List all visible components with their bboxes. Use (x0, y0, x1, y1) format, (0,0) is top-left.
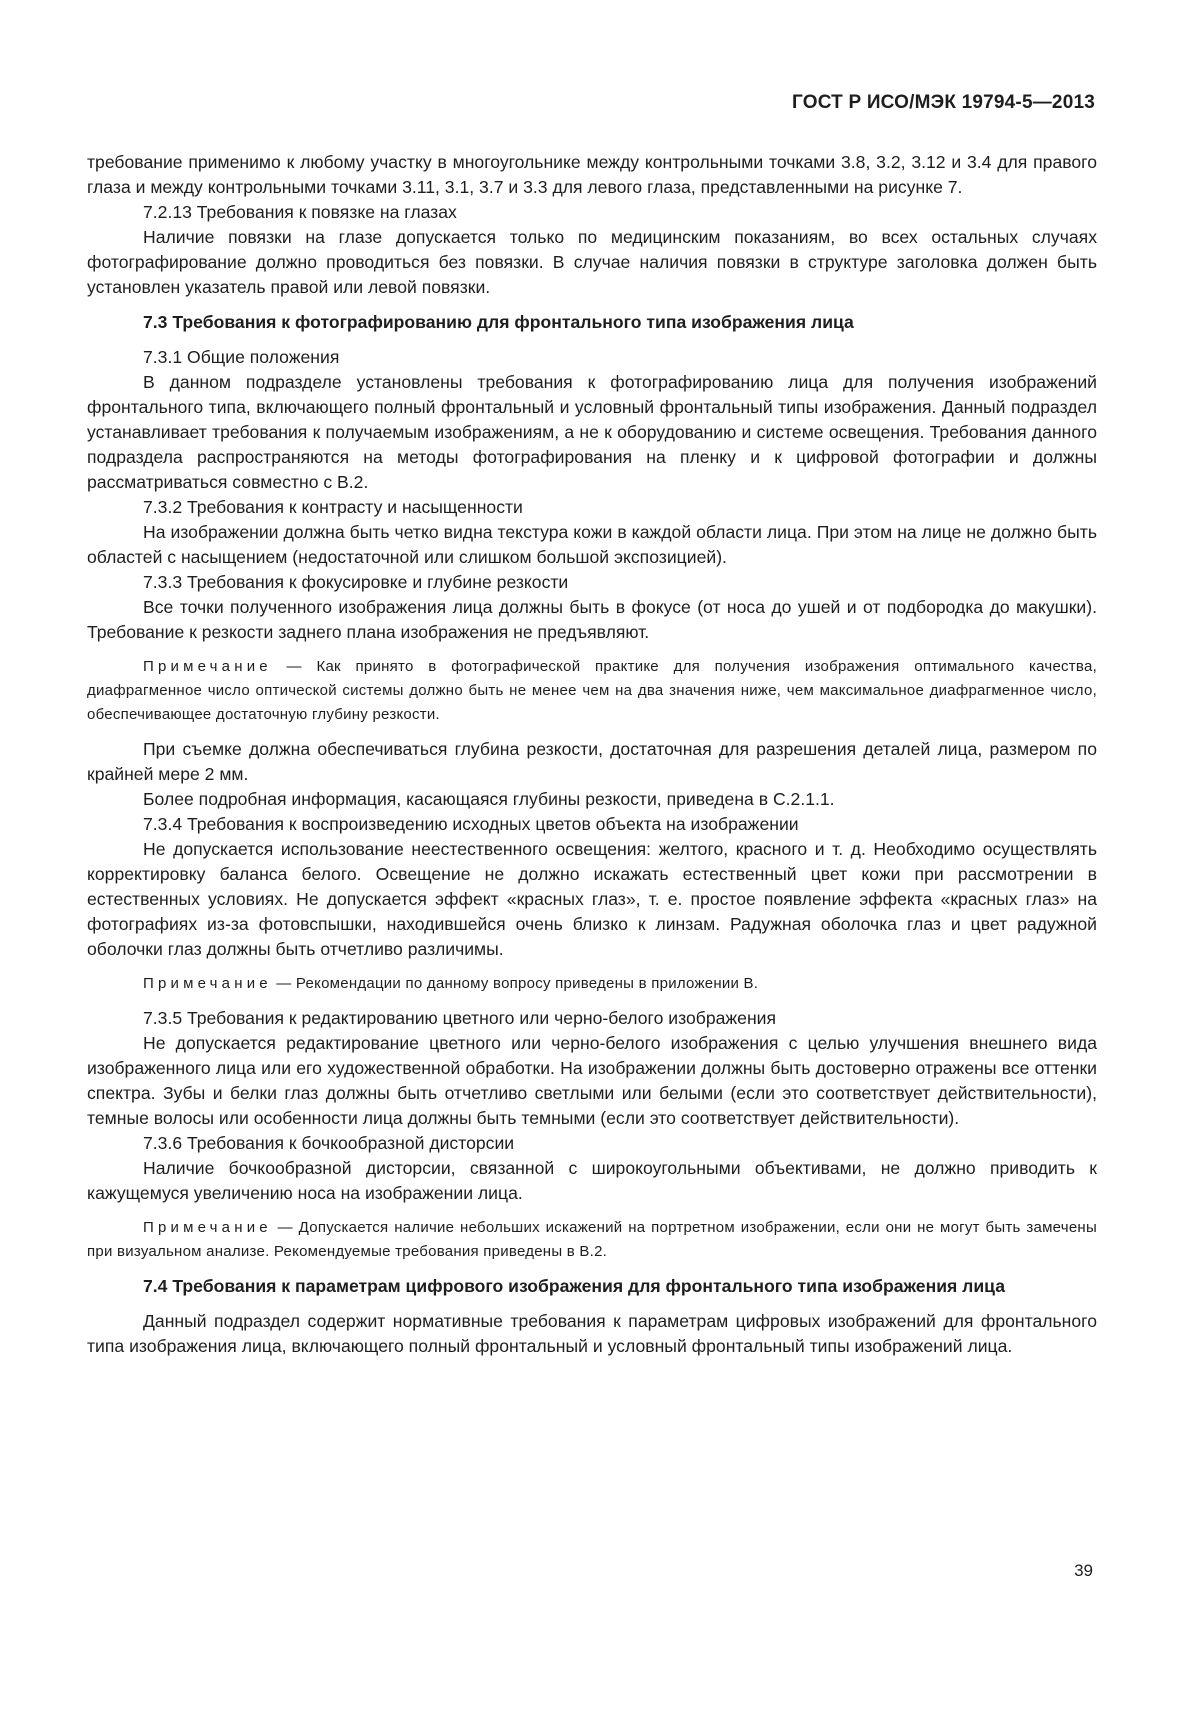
document-header: ГОСТ Р ИСО/МЭК 19794-5—2013 (792, 92, 1095, 113)
paragraph: Более подробная информация, касающаяся глубины резкости, приведена в С.2.1.1. (143, 789, 835, 809)
subsection-title: 7.3.1 Общие положения (143, 347, 340, 367)
note-dash: — (271, 658, 317, 675)
note-text: Как принято в фотографической практике для получения изображения оптимального качества, диафрагменное число оптической системы должно быть не менее чем на два значения ниже, чем максимальное диафрагменное число, обеспечивающее достаточную глубину резкости. (87, 658, 1097, 723)
note-text: Допускается наличие небольших искажений на портретном изображении, если они не могут быть замечены при визуальном анализе. Рекомендуемые требования приведены в В.2. (87, 1219, 1097, 1260)
note (87, 655, 1097, 727)
paragraph: В данном подразделе установлены требования к фотографированию лица для получения изображений фронтального типа, включающего полный фронтальный и условный фронтальный типы изображения. Данный подраздел устанавливает требования к получаемым изображениям, а не к оборудованию и системе освещения. Требования данного подраздела распространяются на методы фотографирования на пленку и к цифровой фотографии и должны рассматриваться совместно с В.2. (87, 372, 1097, 492)
note-label: Примечание (143, 658, 272, 675)
note-dash: — (271, 1219, 299, 1236)
page-number: 39 (1074, 1561, 1093, 1580)
paragraph: Данный подраздел содержит нормативные требования к параметрам цифровых изображений для фронтального типа изображения лица, включающего полный фронтальный и условный фронтальный типы изображений лица. (87, 1311, 1097, 1356)
paragraph: Не допускается редактирование цветного или черно-белого изображения с целью улучшения внешнего вида изображенного лица или его художественной обработки. На изображении должны быть достоверно отражены все оттенки спектра. Зубы и белки глаз должны быть отчетливо светлыми или белыми (если это соответствует действительности), темные волосы или особенности лица должны быть темными (если это соответствует действительности). (87, 1033, 1097, 1128)
subsection-title: 7.3.3 Требования к фокусировке и глубине резкости (143, 572, 569, 592)
subsection-title: 7.3.6 Требования к бочкообразной дисторсии (143, 1133, 515, 1153)
subsection-title: 7.3.2 Требования к контрасту и насыщенности (143, 497, 523, 517)
subsection-title: 7.2.13 Требования к повязке на глазах (143, 202, 457, 222)
paragraph: Все точки полученного изображения лица должны быть в фокусе (от носа до ушей и от подбородка до макушки). Требование к резкости заднего плана изображения не предъявляют. (87, 597, 1097, 642)
page-content (87, 150, 1097, 1359)
section-heading: 7.4 Требования к параметрам цифрового изображения для фронтального типа изображения лица (143, 1276, 1005, 1296)
subsection-title: 7.3.5 Требования к редактированию цветного или черно-белого изображения (143, 1008, 777, 1028)
section-heading: 7.3 Требования к фотографированию для фронтального типа изображения лица (143, 312, 854, 332)
note-dash: — (271, 975, 296, 992)
note (87, 972, 1097, 996)
paragraph: требование применимо к любому участку в многоугольнике между контрольными точками 3.8, 3.2, 3.12 и 3.4 для правого глаза и между контрольными точками 3.11, 3.1, 3.7 и 3.3 для левого глаза, представленными на рисунке 7. (87, 152, 1097, 197)
paragraph: Наличие повязки на глазе допускается только по медицинским показаниям, во всех остальных случаях фотографирование должно проводиться без повязки. В случае наличия повязки в структуре заголовка должен быть установлен указатель правой или левой повязки. (87, 227, 1097, 297)
note-text: Рекомендации по данному вопросу приведены в приложении В. (295, 975, 759, 992)
note-label: Примечание (143, 1219, 272, 1236)
paragraph: На изображении должна быть четко видна текстура кожи в каждой области лица. При этом на лице не должно быть областей с насыщением (недостаточной или слишком большой экспозицией). (87, 522, 1097, 567)
paragraph: Наличие бочкообразной дисторсии, связанной с широкоугольными объективами, не должно приводить к кажущемуся увеличению носа на изображении лица. (87, 1158, 1097, 1203)
paragraph: При съемке должна обеспечиваться глубина резкости, достаточная для разрешения деталей лица, размером по крайней мере 2 мм. (87, 739, 1097, 784)
subsection-title: 7.3.4 Требования к воспроизведению исходных цветов объекта на изображении (143, 814, 799, 834)
note-label: Примечание (143, 975, 272, 992)
note (87, 1216, 1097, 1264)
paragraph: Не допускается использование неестественного освещения: желтого, красного и т. д. Необходимо осуществлять корректировку баланса белого. Освещение не должно искажать естественный цвет кожи при рассмотрении в естественных условиях. Не допускается эффект «красных глаз», т. е. простое появление эффекта «красных глаз» на фотографиях из-за фотовспышки, находившейся очень близко к линзам. Радужная оболочка глаз и цвет радужной оболочки глаз должны быть отчетливо различимы. (87, 839, 1097, 959)
